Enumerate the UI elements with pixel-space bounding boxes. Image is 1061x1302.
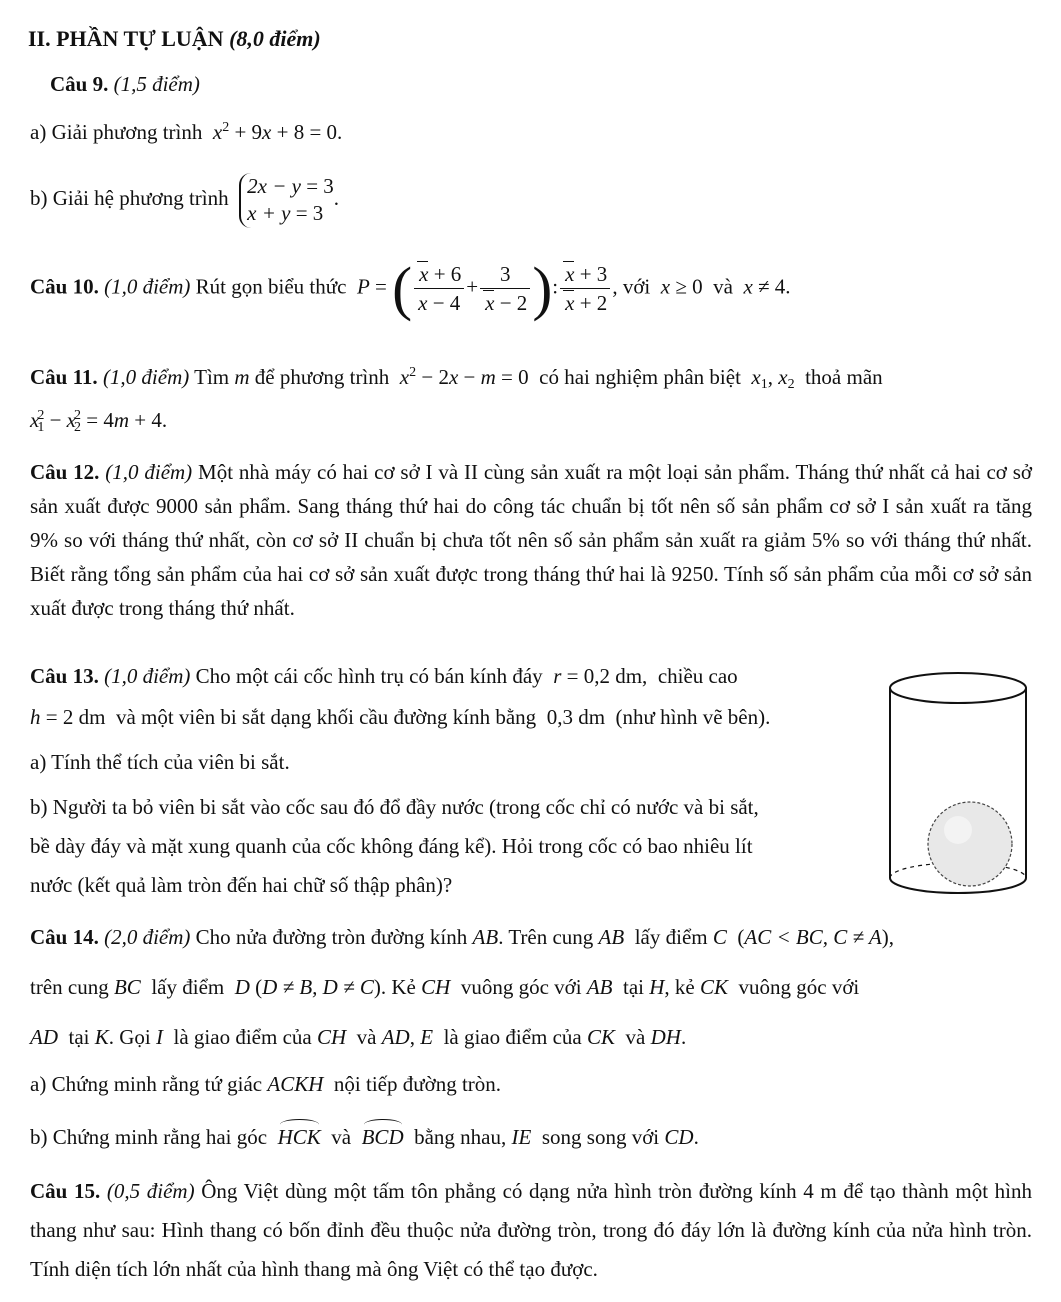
ball-highlight [944, 816, 972, 844]
q14-line1: Câu 14. (2,0 điểm) Cho nửa đường tròn đường kính AB. Trên cung AB lấy điểm C (AC < BC, C ≠ A), [30, 925, 894, 949]
q14-line3: AD tại K. Gọi I là giao điểm của CH và AD, E là giao điểm của CK và DH. [30, 1025, 687, 1049]
q13-line1: Câu 13. (1,0 điểm) Cho một cái cốc hình trụ có bán kính đáy r = 0,2 dm, chiều cao [30, 664, 738, 688]
q9-part-a: a) Giải phương trình $x^2 + 9x + 8 = 0$. [30, 120, 343, 144]
q13-part-b-line1: b) Người ta bỏ viên bi sắt vào cốc sau đó đổ đầy nước (trong cốc chỉ có nước và bi sắt, [30, 795, 759, 819]
cup-rim [890, 673, 1026, 703]
q11-line1: Câu 11. (1,0 điểm) Tìm m để phương trình $x^2 - 2x - m = 0$ có hai nghiệm phân biệt $x_1$, $x_2$ thoả mãn [30, 365, 883, 392]
q13-part-b-line2: bề dày đáy và mặt xung quanh của cốc không đáng kể). Hỏi trong cốc có bao nhiêu lít [30, 834, 753, 858]
q9-heading: Câu 9. (1,5 điểm) [50, 72, 200, 96]
q13-part-b-line3: nước (kết quả làm tròn đến hai chữ số thập phân)? [30, 873, 453, 897]
q11-line2: $x_1^2 - x_2^2 = 4m + 4$. [30, 408, 168, 435]
cup-with-ball-figure [878, 668, 1038, 900]
iron-ball [928, 802, 1012, 886]
q14-part-a: a) Chứng minh rằng tứ giác ACKH nội tiếp đường tròn. [30, 1072, 502, 1096]
q13-line2: h = 2 dm và một viên bi sắt dạng khối cầu đường kính bằng 0,3 dm (như hình vẽ bên). [30, 705, 771, 729]
q9-part-b: b) Giải hệ phương trình 2x − y = 3 x + y = 3. [30, 173, 339, 228]
q14-line2: trên cung BC lấy điểm D (D ≠ B, D ≠ C). Kẻ CH vuông góc với AB tại H, kẻ CK vuông góc với [30, 975, 860, 999]
section-title: II. PHẦN TỰ LUẬN (8,0 điểm) [28, 26, 321, 51]
q15: Câu 15. (0,5 điểm) Ông Việt dùng một tấm tôn phẳng có dạng nửa hình tròn đường kính 4 m để tạo thành một hình thang như sau: Hình thang có bốn đỉnh đều thuộc nửa đường tròn, trong đó đáy lớn là đường kính của nửa hình tròn. Tính diện tích lớn nhất của hình thang mà ông Việt có thể tạo được. [30, 1179, 1033, 1281]
q12: Câu 12. (1,0 điểm) Một nhà máy có hai cơ sở I và II cùng sản xuất ra một loại sản phẩm. Tháng thứ nhất cả hai cơ sở sản xuất được 9000 sản phẩm. Sang tháng thứ hai do công tác chuẩn bị tốt nên số sản phẩm cơ sở I sản xuất ra tăng 9% so với tháng thứ nhất, còn cơ sở II chuẩn bị chưa tốt nên số sản phẩm sản xuất ra giảm 5% so với tháng thứ nhất. Biết rằng tổng sản phẩm của hai cơ sở sản xuất được trong tháng thứ hai là 9250. Tính số sản phẩm của mỗi cơ sở sản xuất được trong tháng thứ nhất. [30, 460, 1033, 620]
q10: Câu 10. (1,0 điểm) Rút gọn biểu thức P = ( $\frac{x + 6}{x - 4}$ + $\frac{3}{x - 2}$ ): $\frac{x + 3}{x + 2}$ , với x ≥ 0 và x ≠ 4. [30, 255, 791, 322]
q14-part-b: b) Chứng minh rằng hai góc HCK và BCD bằng nhau, IE song song với CD. [30, 1125, 699, 1149]
q13-part-a: a) Tính thể tích của viên bi sắt. [30, 750, 290, 774]
